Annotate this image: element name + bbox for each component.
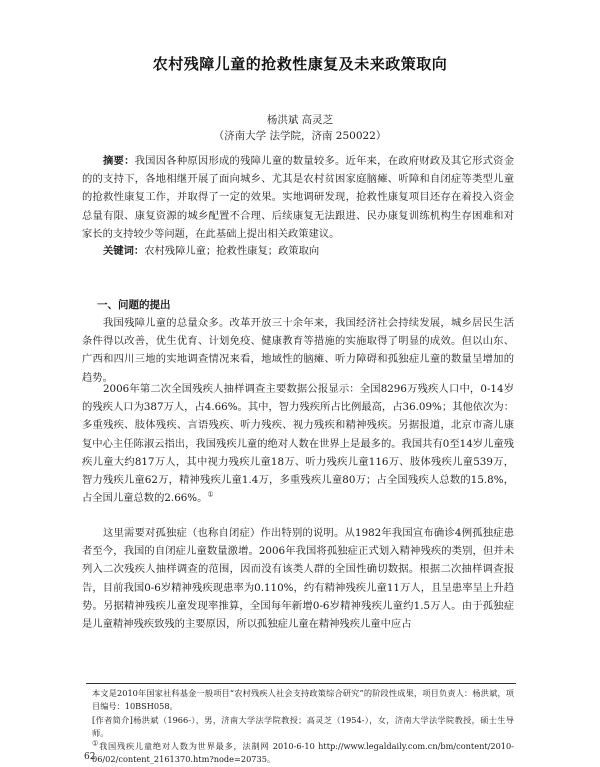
- footnote-divider: [86, 683, 516, 684]
- author-line: 杨洪斌 高灵芝: [266, 114, 334, 126]
- body-paragraph-2: [82, 380, 514, 507]
- keywords: [82, 242, 514, 260]
- footnote-source-text: 我国残疾儿童绝对人数为世界最多，法制网 2010-6-10 http://www.legaldaily.com.cn/bm/content/2010-06/02/content_2161370.htm?node=20735。: [92, 741, 514, 765]
- footnote-ref: ①: [207, 490, 214, 499]
- section-heading: 一、问题的提出: [97, 299, 171, 311]
- keywords-text: 农村残障儿童；抢救性康复；政策取向: [144, 245, 320, 257]
- body-paragraph-2-text: 2006年第二次全国残疾人抽样调查主要数据公报显示：全国8296万残疾人口中，0-14岁的残疾人口为387万人，占4.66%。其中，智力残疾所占比例最高，占36.09%；其他依次为：多重残疾、肢体残疾、言语残疾、听力残疾、视力残疾和精神残疾。另据报道，北京市斋儿康复中心主任陈淑云指出，我国残疾儿童的绝对人数在世界上是最多的。我国共有0至14岁儿童残疾儿童大约817万人，其中视力残疾儿童18万、听力残疾儿童116万、肢体残疾儿童539万，智力残疾儿童62万，精神残疾儿童1.4万，多重残疾儿童80万；占全国残疾人总数的15.8%，占全国儿童总数的2.66%。: [82, 383, 514, 505]
- footnote-source: [92, 740, 514, 767]
- paper-title: 农村残障儿童的抢救性康复及未来政策取向: [152, 55, 448, 73]
- affiliation-line: （济南大学 法学院，济南 250022）: [213, 130, 387, 142]
- footnote-author-bio: [作者简介]杨洪斌（1966-），男，济南大学法学院教授；高灵芝（1954-），女，济南大学法学院教授，硕士生导师。: [92, 715, 514, 739]
- body-paragraph-3: 这里需要对孤独症（也称自闭症）作出特别的说明。从1982年我国宣布确诊4例孤独症患者至今，我国的自闭症儿童数量激增。2006年我国将孤独症正式划入精神残疾的类别，但并未列入二次残疾人抽样调查的范围，因而没有该类人群的全国性确切数据。根据二次抽样调查报告，目前我国0-6岁精神残疾现患率为0.110%，约有精神残疾儿童11万人，且呈患率呈上升趋势。另据精神残疾儿童发现率推算，全国每年新增0-6岁精神残疾儿童约1.5万人。由于孤独症是儿童精神残疾致残的主要原因，所以孤独症儿童在精神残疾儿童中应占: [82, 527, 514, 631]
- keywords-label: 关键词：: [103, 245, 145, 257]
- abstract-label: 摘要：: [103, 155, 135, 167]
- footnote-funding: 本文是2010年国家社科基金一般项目“农村残疾人社会支持政策综合研究”的阶段性成果，项目负责人：杨洪斌，项目编号：10BSH058。: [92, 688, 514, 712]
- abstract-text: 我国因各种原因形成的残障儿童的数量较多。近年来，在政府财政及其它形式资金的的支持下，各地相继开展了面向城乡、尤其是农村贫困家庭脑瘫、听障和自闭症等类型儿童的抢救性康复工作，并取得了一定的效果。实地调研发现，抢救性康复项目还存在着投入资金总量有限、康复资源的城乡配置不合理、后续康复无法跟进、民办康复训练机构生存困难和对家长的支持较少等问题，在此基础上提出相关政策建议。: [82, 155, 515, 240]
- abstract: [82, 152, 514, 243]
- body-paragraph-1: 我国残障儿童的总量众多。改革开放三十余年来，我国经济社会持续发展，城乡居民生活条件得以改善，优生优育、计划免疫、健康教育等措施的实施取得了明显的成效。但以山东、广西和四川三地的实地调查情况来看，地域性的脑瘫、听力障碍和孤独症儿童的数量呈增加的趋势。: [82, 317, 514, 384]
- page-number: 62: [84, 752, 96, 762]
- footnote-source-marker: ①: [92, 739, 100, 748]
